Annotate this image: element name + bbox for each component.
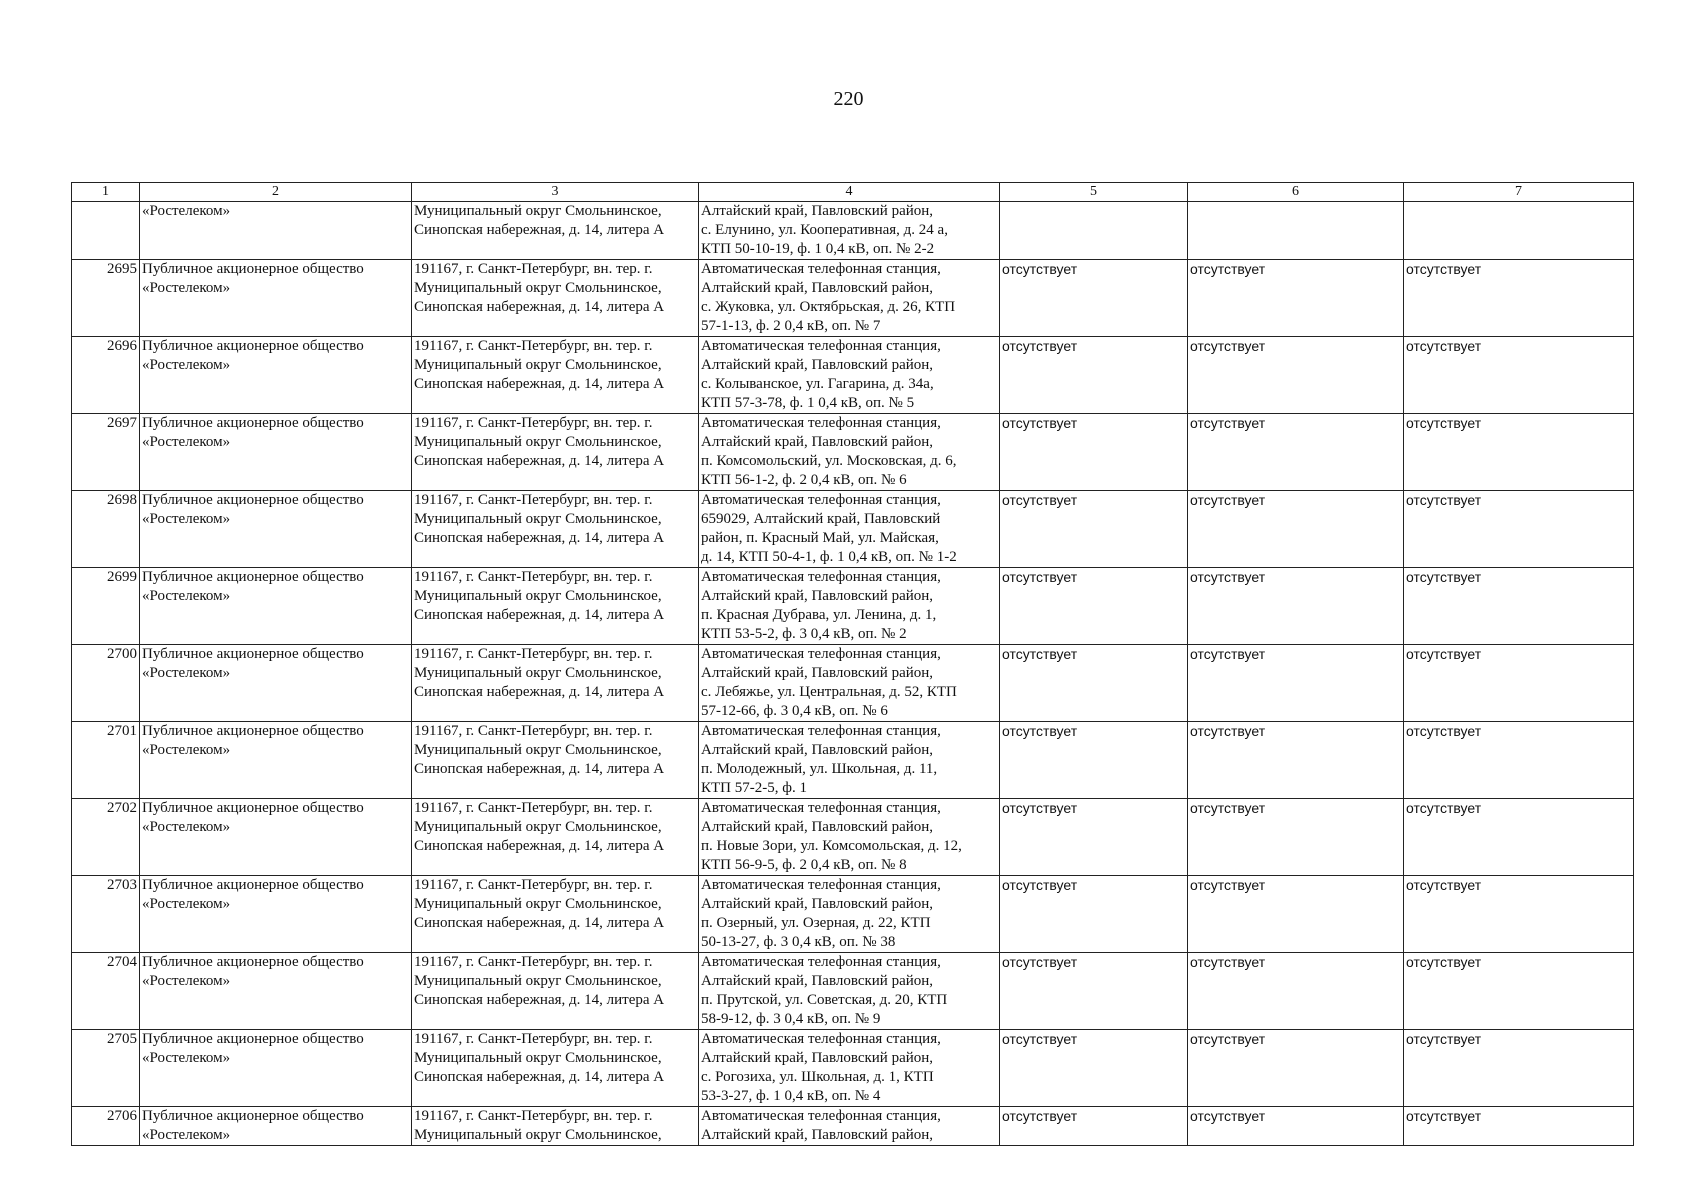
column-6-cell: отсутствует bbox=[1188, 491, 1404, 568]
row-number-cell bbox=[72, 202, 140, 260]
object-description-cell: Автоматическая телефонная станция, Алтайский край, Павловский район, с. Лебяжье, ул. Центральная, д. 52, КТП 57-12-66, ф. 3 0,4 кВ, оп. № 6 bbox=[699, 645, 1000, 722]
row-number-cell: 2696 bbox=[72, 337, 140, 414]
owner-address-cell: 191167, г. Санкт-Петербург, вн. тер. г. Муниципальный округ Смольнинское, Синопская набережная, д. 14, литера А bbox=[412, 491, 699, 568]
owner-address-cell: 191167, г. Санкт-Петербург, вн. тер. г. Муниципальный округ Смольнинское, bbox=[412, 1107, 699, 1146]
owner-address-cell: 191167, г. Санкт-Петербург, вн. тер. г. Муниципальный округ Смольнинское, Синопская набережная, д. 14, литера А bbox=[412, 260, 699, 337]
column-5-cell: отсутствует bbox=[1000, 414, 1188, 491]
column-5-cell: отсутствует bbox=[1000, 645, 1188, 722]
column-6-cell bbox=[1188, 202, 1404, 260]
owner-address-cell: 191167, г. Санкт-Петербург, вн. тер. г. Муниципальный округ Смольнинское, Синопская набережная, д. 14, литера А bbox=[412, 876, 699, 953]
column-6-cell: отсутствует bbox=[1188, 876, 1404, 953]
table-row bbox=[72, 337, 1634, 414]
owner-address-cell: Муниципальный округ Смольнинское, Синопская набережная, д. 14, литера А bbox=[412, 202, 699, 260]
object-description-cell: Автоматическая телефонная станция, 659029, Алтайский край, Павловский район, п. Красный Май, ул. Майская, д. 14, КТП 50-4-1, ф. 1 0,4 кВ, оп. № 1-2 bbox=[699, 491, 1000, 568]
table-row bbox=[72, 645, 1634, 722]
column-7-cell: отсутствует bbox=[1404, 568, 1634, 645]
table-body bbox=[72, 202, 1634, 1146]
row-number-cell: 2698 bbox=[72, 491, 140, 568]
table-row bbox=[72, 202, 1634, 260]
object-description-cell: Автоматическая телефонная станция, Алтайский край, Павловский район, с. Рогозиха, ул. Школьная, д. 1, КТП 53-3-27, ф. 1 0,4 кВ, оп. № 4 bbox=[699, 1030, 1000, 1107]
object-description-cell: Автоматическая телефонная станция, Алтайский край, Павловский район, п. Новые Зори, ул. Комсомольская, д. 12, КТП 56-9-5, ф. 2 0,4 кВ, оп. № 8 bbox=[699, 799, 1000, 876]
column-header: 5 bbox=[1000, 183, 1188, 202]
object-description-cell: Автоматическая телефонная станция, Алтайский край, Павловский район, bbox=[699, 1107, 1000, 1146]
owner-cell: Публичное акционерное общество «Ростелеком» bbox=[140, 876, 412, 953]
object-description-cell: Автоматическая телефонная станция, Алтайский край, Павловский район, п. Красная Дубрава, ул. Ленина, д. 1, КТП 53-5-2, ф. 3 0,4 кВ, оп. № 2 bbox=[699, 568, 1000, 645]
owner-address-cell: 191167, г. Санкт-Петербург, вн. тер. г. Муниципальный округ Смольнинское, Синопская набережная, д. 14, литера А bbox=[412, 1030, 699, 1107]
column-5-cell: отсутствует bbox=[1000, 1030, 1188, 1107]
column-5-cell: отсутствует bbox=[1000, 568, 1188, 645]
table-row bbox=[72, 491, 1634, 568]
owner-address-cell: 191167, г. Санкт-Петербург, вн. тер. г. Муниципальный округ Смольнинское, Синопская набережная, д. 14, литера А bbox=[412, 337, 699, 414]
column-5-cell: отсутствует bbox=[1000, 491, 1188, 568]
owner-cell: Публичное акционерное общество «Ростелеком» bbox=[140, 722, 412, 799]
row-number-cell: 2700 bbox=[72, 645, 140, 722]
table-row bbox=[72, 260, 1634, 337]
column-5-cell: отсутствует bbox=[1000, 722, 1188, 799]
column-7-cell: отсутствует bbox=[1404, 414, 1634, 491]
column-7-cell: отсутствует bbox=[1404, 337, 1634, 414]
object-description-cell: Автоматическая телефонная станция, Алтайский край, Павловский район, с. Колыванское, ул. Гагарина, д. 34а, КТП 57-3-78, ф. 1 0,4 кВ, оп. № 5 bbox=[699, 337, 1000, 414]
column-6-cell: отсутствует bbox=[1188, 568, 1404, 645]
object-description-cell: Автоматическая телефонная станция, Алтайский край, Павловский район, с. Жуковка, ул. Октябрьская, д. 26, КТП 57-1-13, ф. 2 0,4 кВ, оп. № 7 bbox=[699, 260, 1000, 337]
owner-cell: Публичное акционерное общество «Ростелеком» bbox=[140, 1107, 412, 1146]
owner-cell: Публичное акционерное общество «Ростелеком» bbox=[140, 799, 412, 876]
owner-address-cell: 191167, г. Санкт-Петербург, вн. тер. г. Муниципальный округ Смольнинское, Синопская набережная, д. 14, литера А bbox=[412, 568, 699, 645]
object-description-cell: Автоматическая телефонная станция, Алтайский край, Павловский район, п. Комсомольский, ул. Московская, д. 6, КТП 56-1-2, ф. 2 0,4 кВ, оп. № 6 bbox=[699, 414, 1000, 491]
column-header: 6 bbox=[1188, 183, 1404, 202]
row-number-cell: 2703 bbox=[72, 876, 140, 953]
page-number: 220 bbox=[833, 88, 864, 110]
table-row bbox=[72, 876, 1634, 953]
column-5-cell: отсутствует bbox=[1000, 260, 1188, 337]
owner-address-cell: 191167, г. Санкт-Петербург, вн. тер. г. Муниципальный округ Смольнинское, Синопская набережная, д. 14, литера А bbox=[412, 799, 699, 876]
owner-cell: Публичное акционерное общество «Ростелеком» bbox=[140, 414, 412, 491]
column-6-cell: отсутствует bbox=[1188, 799, 1404, 876]
column-5-cell: отсутствует bbox=[1000, 953, 1188, 1030]
column-7-cell bbox=[1404, 202, 1634, 260]
column-header: 2 bbox=[140, 183, 412, 202]
column-number-header bbox=[72, 183, 1634, 202]
owner-cell: Публичное акционерное общество «Ростелеком» bbox=[140, 645, 412, 722]
table-row bbox=[72, 953, 1634, 1030]
row-number-cell: 2706 bbox=[72, 1107, 140, 1146]
row-number-cell: 2699 bbox=[72, 568, 140, 645]
table-row bbox=[72, 1107, 1634, 1146]
table-row bbox=[72, 568, 1634, 645]
object-description-cell: Автоматическая телефонная станция, Алтайский край, Павловский район, п. Молодежный, ул. Школьная, д. 11, КТП 57-2-5, ф. 1 bbox=[699, 722, 1000, 799]
column-7-cell: отсутствует bbox=[1404, 1030, 1634, 1107]
object-description-cell: Автоматическая телефонная станция, Алтайский край, Павловский район, п. Озерный, ул. Озерная, д. 22, КТП 50-13-27, ф. 3 0,4 кВ, оп. № 38 bbox=[699, 876, 1000, 953]
object-description-cell: Автоматическая телефонная станция, Алтайский край, Павловский район, п. Прутской, ул. Советская, д. 20, КТП 58-9-12, ф. 3 0,4 кВ, оп. № 9 bbox=[699, 953, 1000, 1030]
owner-address-cell: 191167, г. Санкт-Петербург, вн. тер. г. Муниципальный округ Смольнинское, Синопская набережная, д. 14, литера А bbox=[412, 953, 699, 1030]
table-row bbox=[72, 799, 1634, 876]
row-number-cell: 2701 bbox=[72, 722, 140, 799]
owner-address-cell: 191167, г. Санкт-Петербург, вн. тер. г. Муниципальный округ Смольнинское, Синопская набережная, д. 14, литера А bbox=[412, 414, 699, 491]
row-number-cell: 2705 bbox=[72, 1030, 140, 1107]
column-6-cell: отсутствует bbox=[1188, 337, 1404, 414]
column-7-cell: отсутствует bbox=[1404, 953, 1634, 1030]
column-header: 7 bbox=[1404, 183, 1634, 202]
row-number-cell: 2695 bbox=[72, 260, 140, 337]
row-number-cell: 2697 bbox=[72, 414, 140, 491]
column-header: 4 bbox=[699, 183, 1000, 202]
table-row bbox=[72, 414, 1634, 491]
column-6-cell: отсутствует bbox=[1188, 645, 1404, 722]
table-row bbox=[72, 722, 1634, 799]
table-row bbox=[72, 1030, 1634, 1107]
column-7-cell: отсутствует bbox=[1404, 722, 1634, 799]
object-description-cell: Алтайский край, Павловский район, с. Елунино, ул. Кооперативная, д. 24 а, КТП 50-10-19, ф. 1 0,4 кВ, оп. № 2-2 bbox=[699, 202, 1000, 260]
column-5-cell: отсутствует bbox=[1000, 1107, 1188, 1146]
owner-cell: Публичное акционерное общество «Ростелеком» bbox=[140, 953, 412, 1030]
column-7-cell: отсутствует bbox=[1404, 1107, 1634, 1146]
column-6-cell: отсутствует bbox=[1188, 260, 1404, 337]
column-5-cell: отсутствует bbox=[1000, 876, 1188, 953]
column-6-cell: отсутствует bbox=[1188, 722, 1404, 799]
column-7-cell: отсутствует bbox=[1404, 260, 1634, 337]
column-6-cell: отсутствует bbox=[1188, 1030, 1404, 1107]
column-7-cell: отсутствует bbox=[1404, 876, 1634, 953]
owner-cell: Публичное акционерное общество «Ростелеком» bbox=[140, 260, 412, 337]
owner-cell: Публичное акционерное общество «Ростелеком» bbox=[140, 337, 412, 414]
owner-cell: «Ростелеком» bbox=[140, 202, 412, 260]
column-7-cell: отсутствует bbox=[1404, 645, 1634, 722]
column-5-cell bbox=[1000, 202, 1188, 260]
column-7-cell: отсутствует bbox=[1404, 491, 1634, 568]
column-6-cell: отсутствует bbox=[1188, 953, 1404, 1030]
column-5-cell: отсутствует bbox=[1000, 799, 1188, 876]
row-number-cell: 2704 bbox=[72, 953, 140, 1030]
column-6-cell: отсутствует bbox=[1188, 1107, 1404, 1146]
owner-address-cell: 191167, г. Санкт-Петербург, вн. тер. г. Муниципальный округ Смольнинское, Синопская набережная, д. 14, литера А bbox=[412, 722, 699, 799]
column-5-cell: отсутствует bbox=[1000, 337, 1188, 414]
registry-table bbox=[71, 182, 1634, 1146]
owner-address-cell: 191167, г. Санкт-Петербург, вн. тер. г. Муниципальный округ Смольнинское, Синопская набережная, д. 14, литера А bbox=[412, 645, 699, 722]
owner-cell: Публичное акционерное общество «Ростелеком» bbox=[140, 568, 412, 645]
owner-cell: Публичное акционерное общество «Ростелеком» bbox=[140, 491, 412, 568]
column-6-cell: отсутствует bbox=[1188, 414, 1404, 491]
row-number-cell: 2702 bbox=[72, 799, 140, 876]
column-header: 1 bbox=[72, 183, 140, 202]
column-7-cell: отсутствует bbox=[1404, 799, 1634, 876]
column-header: 3 bbox=[412, 183, 699, 202]
owner-cell: Публичное акционерное общество «Ростелеком» bbox=[140, 1030, 412, 1107]
